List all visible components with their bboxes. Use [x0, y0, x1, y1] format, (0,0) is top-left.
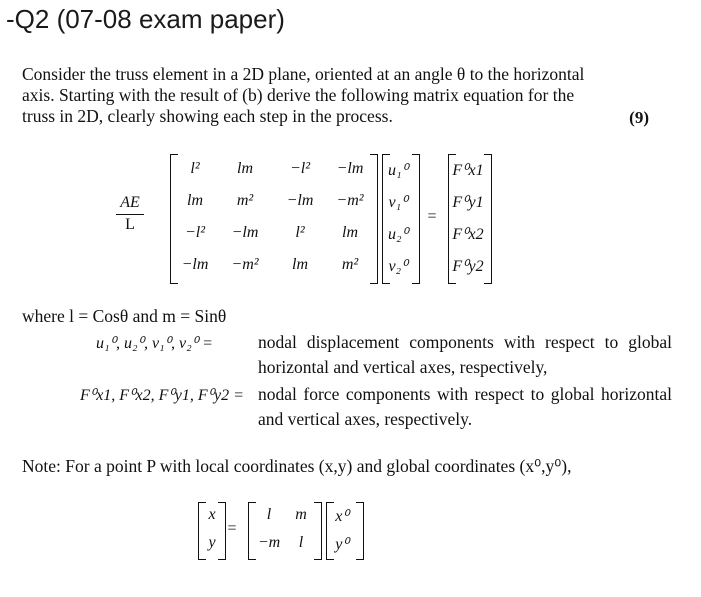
force-cell: F⁰x2 [452, 226, 484, 243]
k-cell: m² [236, 192, 254, 209]
force-cell: F⁰x1 [452, 162, 484, 179]
k-cell: lm [292, 256, 308, 273]
coef-numerator: AE [120, 194, 140, 211]
lhs-cell: x [208, 506, 216, 523]
k-cell: m² [341, 256, 359, 273]
definition-lhs: u₁⁰, u₂⁰, v₁⁰, v₂⁰ = [96, 335, 213, 352]
force-cell: F⁰y1 [452, 194, 484, 211]
k-cell: lm [237, 160, 253, 177]
k-cell: −m² [336, 192, 364, 209]
coef-denominator: L [125, 216, 135, 233]
k-cell: l² [190, 160, 200, 177]
disp-cell: v₁⁰ [388, 194, 408, 211]
marks-label: (9) [629, 108, 649, 127]
k-cell: lm [342, 224, 358, 241]
transform-equation [196, 500, 386, 564]
question-heading: -Q2 (07-08 exam paper) [6, 4, 285, 34]
k-cell: −lm [336, 160, 364, 177]
intro-line-2: axis. Starting with the result of (b) derive the following matrix equation for the [22, 85, 575, 105]
k-cell: lm [187, 192, 203, 209]
disp-cell: u₁⁰ [388, 162, 408, 179]
k-cell: −lm [181, 256, 209, 273]
k-cell: l² [295, 224, 305, 241]
k-cell: −m² [231, 256, 259, 273]
where-line: where l = Cosθ and m = Sinθ [22, 306, 227, 326]
rot-cell: m [295, 506, 307, 523]
disp-cell: u₂⁰ [388, 226, 408, 243]
disp-cell: v₂⁰ [388, 258, 408, 275]
k-cell: −l² [184, 224, 206, 241]
stiffness-equation [120, 152, 500, 287]
k-cell: −lm [231, 224, 259, 241]
k-cell: −lm [286, 192, 314, 209]
rhs-cell: y⁰ [335, 536, 349, 553]
rot-cell: l [298, 534, 304, 551]
lhs-cell: y [208, 534, 216, 551]
rhs-cell: x⁰ [335, 508, 349, 525]
question-intro [22, 64, 672, 127]
intro-line-1: Consider the truss element in a 2D plane, oriented at an angle θ to the horizontal [22, 64, 585, 84]
rot-cell: −m [257, 534, 281, 551]
equals-sign: = [427, 208, 437, 225]
rot-cell: l [266, 506, 272, 523]
note-line: Note: For a point P with local coordinates (x,y) and global coordinates (x⁰,y⁰), [22, 456, 572, 476]
force-cell: F⁰y2 [452, 258, 484, 275]
k-cell: −l² [289, 160, 311, 177]
intro-line-3: truss in 2D, clearly showing each step in the process. [22, 106, 393, 126]
coef-fraction-line [116, 214, 144, 215]
definition-lhs: F⁰x1, F⁰x2, F⁰y1, F⁰y2 = [80, 387, 244, 404]
transform-equals: = [227, 520, 237, 537]
definition-rhs: nodal displacement components with respect to global horizontal and vertical axes, respectively, [258, 332, 672, 377]
definition-rhs: nodal force components with respect to global horizontal and vertical axes, respectively. [258, 384, 672, 429]
